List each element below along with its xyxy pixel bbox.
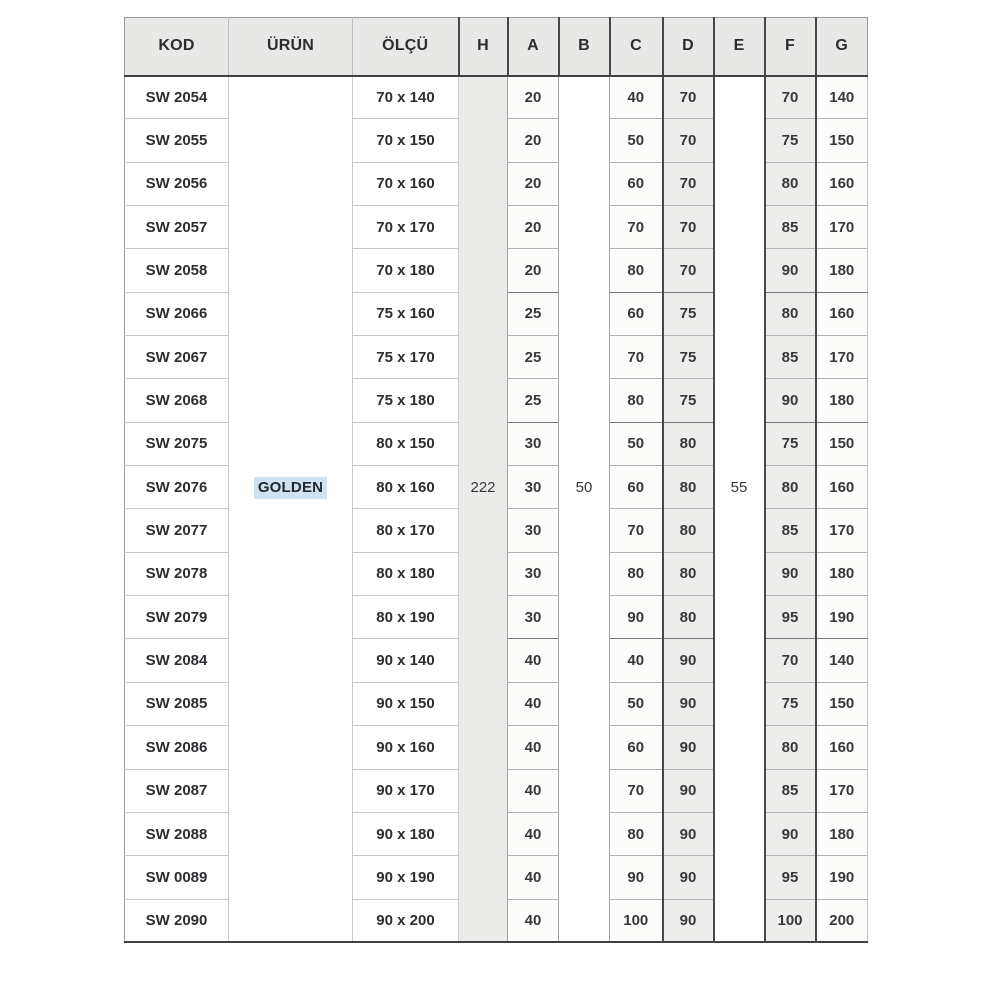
cell-g: 170 <box>816 206 868 249</box>
cell-c: 80 <box>610 379 663 422</box>
cell-f: 85 <box>765 206 816 249</box>
merged-cell-h <box>459 76 508 943</box>
cell-f: 90 <box>765 379 816 422</box>
cell-a: 40 <box>508 899 559 942</box>
table-row <box>125 76 868 119</box>
cell-d: 90 <box>663 812 714 855</box>
cell-olcu: 75 x 170 <box>353 336 459 379</box>
cell-a: 40 <box>508 726 559 769</box>
column-header-d: D <box>663 18 714 76</box>
cell-f: 75 <box>765 682 816 725</box>
cell-f: 80 <box>765 726 816 769</box>
column-header-c: C <box>610 18 663 76</box>
cell-a: 40 <box>508 639 559 682</box>
cell-c: 60 <box>610 466 663 509</box>
cell-kod: SW 2057 <box>125 206 229 249</box>
cell-d: 80 <box>663 596 714 639</box>
cell-f: 90 <box>765 812 816 855</box>
cell-c: 100 <box>610 899 663 942</box>
cell-olcu: 70 x 140 <box>353 76 459 119</box>
cell-olcu: 70 x 170 <box>353 206 459 249</box>
cell-f: 80 <box>765 292 816 335</box>
cell-d: 90 <box>663 639 714 682</box>
cell-g: 170 <box>816 336 868 379</box>
cell-olcu: 70 x 160 <box>353 162 459 205</box>
merged-value-e: 55 <box>730 479 748 497</box>
cell-g: 140 <box>816 76 868 119</box>
cell-a: 30 <box>508 552 559 595</box>
cell-c: 80 <box>610 812 663 855</box>
column-header-g: G <box>816 18 868 76</box>
cell-d: 80 <box>663 466 714 509</box>
cell-kod: SW 2087 <box>125 769 229 812</box>
cell-g: 180 <box>816 379 868 422</box>
cell-d: 90 <box>663 726 714 769</box>
merged-value-b: 50 <box>575 479 593 497</box>
cell-d: 90 <box>663 899 714 942</box>
cell-kod: SW 2058 <box>125 249 229 292</box>
cell-olcu: 80 x 170 <box>353 509 459 552</box>
cell-a: 20 <box>508 249 559 292</box>
cell-a: 40 <box>508 769 559 812</box>
cell-c: 60 <box>610 726 663 769</box>
column-header-e: E <box>714 18 765 76</box>
column-header-b: B <box>559 18 610 76</box>
cell-olcu: 70 x 150 <box>353 119 459 162</box>
cell-g: 150 <box>816 119 868 162</box>
cell-olcu: 80 x 180 <box>353 552 459 595</box>
cell-d: 75 <box>663 379 714 422</box>
column-header-urun: ÜRÜN <box>229 18 353 76</box>
cell-g: 180 <box>816 812 868 855</box>
cell-d: 75 <box>663 336 714 379</box>
cell-a: 40 <box>508 812 559 855</box>
cell-a: 25 <box>508 379 559 422</box>
cell-c: 40 <box>610 639 663 682</box>
cell-g: 170 <box>816 509 868 552</box>
merged-value-h: 222 <box>470 479 496 497</box>
cell-kod: SW 2067 <box>125 336 229 379</box>
cell-kod: SW 2085 <box>125 682 229 725</box>
cell-f: 75 <box>765 119 816 162</box>
cell-kod: SW 2079 <box>125 596 229 639</box>
cell-olcu: 80 x 190 <box>353 596 459 639</box>
column-header-kod: KOD <box>125 18 229 76</box>
cell-c: 90 <box>610 596 663 639</box>
cell-c: 50 <box>610 119 663 162</box>
cell-f: 80 <box>765 162 816 205</box>
cell-olcu: 90 x 140 <box>353 639 459 682</box>
merged-cell-b <box>559 76 610 943</box>
cell-a: 25 <box>508 292 559 335</box>
cell-olcu: 90 x 170 <box>353 769 459 812</box>
cell-c: 80 <box>610 552 663 595</box>
cell-olcu: 90 x 150 <box>353 682 459 725</box>
product-spec-table-container <box>124 17 867 943</box>
column-header-a: A <box>508 18 559 76</box>
cell-kod: SW 2055 <box>125 119 229 162</box>
cell-d: 70 <box>663 119 714 162</box>
cell-f: 85 <box>765 769 816 812</box>
cell-g: 160 <box>816 162 868 205</box>
cell-g: 170 <box>816 769 868 812</box>
cell-d: 70 <box>663 249 714 292</box>
cell-kod: SW 2086 <box>125 726 229 769</box>
column-header-f: F <box>765 18 816 76</box>
cell-a: 30 <box>508 466 559 509</box>
cell-f: 90 <box>765 249 816 292</box>
cell-olcu: 80 x 160 <box>353 466 459 509</box>
cell-kod: SW 2084 <box>125 639 229 682</box>
cell-c: 70 <box>610 206 663 249</box>
cell-a: 30 <box>508 596 559 639</box>
cell-g: 200 <box>816 899 868 942</box>
cell-kod: SW 0089 <box>125 856 229 899</box>
cell-f: 70 <box>765 639 816 682</box>
merged-cell-e <box>714 76 765 943</box>
cell-olcu: 90 x 160 <box>353 726 459 769</box>
cell-d: 90 <box>663 856 714 899</box>
cell-g: 180 <box>816 249 868 292</box>
cell-olcu: 70 x 180 <box>353 249 459 292</box>
product-spec-table <box>124 17 868 943</box>
cell-f: 75 <box>765 422 816 465</box>
cell-kod: SW 2090 <box>125 899 229 942</box>
cell-c: 50 <box>610 422 663 465</box>
cell-kod: SW 2076 <box>125 466 229 509</box>
cell-f: 85 <box>765 336 816 379</box>
cell-d: 80 <box>663 552 714 595</box>
cell-c: 70 <box>610 336 663 379</box>
cell-c: 90 <box>610 856 663 899</box>
cell-a: 20 <box>508 76 559 119</box>
cell-kod: SW 2056 <box>125 162 229 205</box>
cell-c: 60 <box>610 292 663 335</box>
cell-f: 100 <box>765 899 816 942</box>
cell-d: 70 <box>663 206 714 249</box>
cell-f: 80 <box>765 466 816 509</box>
cell-d: 90 <box>663 769 714 812</box>
cell-a: 20 <box>508 162 559 205</box>
cell-olcu: 75 x 180 <box>353 379 459 422</box>
cell-kod: SW 2075 <box>125 422 229 465</box>
table-body <box>125 76 868 943</box>
cell-f: 85 <box>765 509 816 552</box>
cell-olcu: 90 x 190 <box>353 856 459 899</box>
cell-d: 90 <box>663 682 714 725</box>
cell-a: 20 <box>508 119 559 162</box>
cell-d: 80 <box>663 509 714 552</box>
cell-olcu: 80 x 150 <box>353 422 459 465</box>
cell-g: 180 <box>816 552 868 595</box>
cell-kod: SW 2068 <box>125 379 229 422</box>
cell-g: 160 <box>816 726 868 769</box>
cell-f: 95 <box>765 596 816 639</box>
cell-c: 70 <box>610 769 663 812</box>
cell-c: 50 <box>610 682 663 725</box>
cell-c: 70 <box>610 509 663 552</box>
cell-f: 70 <box>765 76 816 119</box>
cell-kod: SW 2078 <box>125 552 229 595</box>
cell-g: 190 <box>816 856 868 899</box>
cell-olcu: 75 x 160 <box>353 292 459 335</box>
cell-d: 75 <box>663 292 714 335</box>
cell-a: 20 <box>508 206 559 249</box>
cell-g: 160 <box>816 292 868 335</box>
cell-olcu: 90 x 180 <box>353 812 459 855</box>
cell-g: 140 <box>816 639 868 682</box>
cell-f: 95 <box>765 856 816 899</box>
cell-a: 25 <box>508 336 559 379</box>
cell-kod: SW 2054 <box>125 76 229 119</box>
golden-highlight: GOLDEN <box>254 477 327 499</box>
column-header-olcu: ÖLÇÜ <box>353 18 459 76</box>
cell-a: 30 <box>508 422 559 465</box>
cell-kod: SW 2088 <box>125 812 229 855</box>
header-row <box>125 18 868 76</box>
cell-c: 80 <box>610 249 663 292</box>
cell-c: 60 <box>610 162 663 205</box>
cell-kod: SW 2077 <box>125 509 229 552</box>
cell-a: 40 <box>508 856 559 899</box>
cell-olcu: 90 x 200 <box>353 899 459 942</box>
cell-g: 150 <box>816 682 868 725</box>
cell-d: 70 <box>663 162 714 205</box>
cell-a: 40 <box>508 682 559 725</box>
cell-c: 40 <box>610 76 663 119</box>
cell-d: 80 <box>663 422 714 465</box>
cell-kod: SW 2066 <box>125 292 229 335</box>
merged-cell-urun <box>229 76 353 943</box>
cell-a: 30 <box>508 509 559 552</box>
cell-f: 90 <box>765 552 816 595</box>
column-header-h: H <box>459 18 508 76</box>
cell-g: 150 <box>816 422 868 465</box>
cell-g: 160 <box>816 466 868 509</box>
cell-g: 190 <box>816 596 868 639</box>
cell-d: 70 <box>663 76 714 119</box>
